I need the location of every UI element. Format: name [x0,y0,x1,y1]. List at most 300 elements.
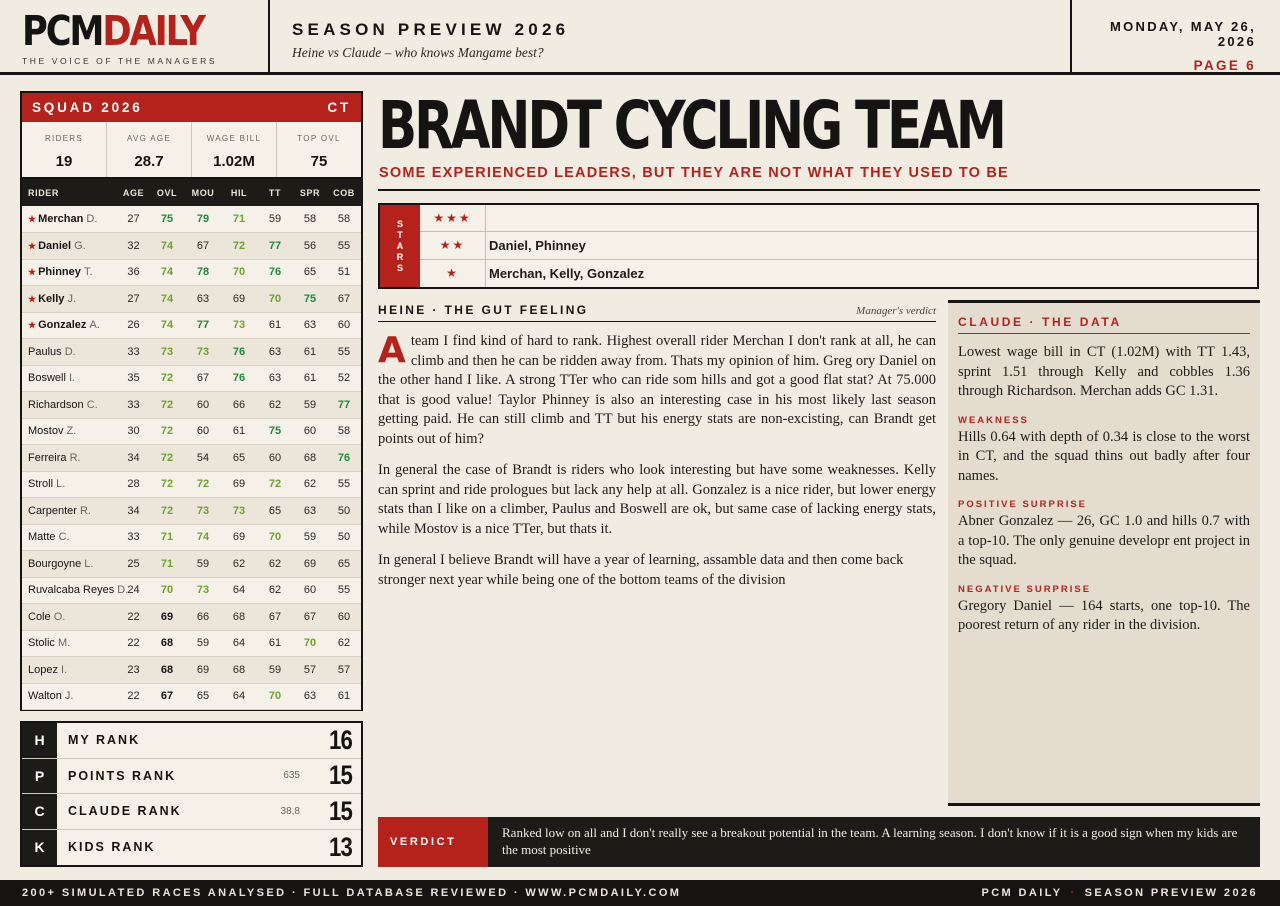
rider-name [22,392,118,419]
rider-age: 26 [118,312,149,339]
squad-division: CT [327,100,351,115]
rider-spr: 56 [293,233,327,260]
col-hil: HIL [221,179,257,206]
rider-hil: 66 [221,392,257,419]
rider-mou: 54 [185,445,221,472]
rider-hil: 72 [221,233,257,260]
rider-cob: 77 [327,392,361,419]
rider-surname: Stroll [28,478,54,491]
negative-label: NEGATIVE SURPRISE [958,583,1092,595]
rider-tt: 65 [257,498,293,525]
ranks-panel [20,721,363,867]
rider-cob: 76 [327,445,361,472]
stars-letter: A [396,240,404,251]
rank-label: MY RANK [68,733,141,748]
rider-mou: 73 [185,577,221,604]
rider-initial: D. [86,213,98,225]
star-row-three [420,205,1257,232]
rider-age: 32 [118,233,149,260]
rider-hil: 71 [221,206,257,233]
rider-initial: D. [117,584,129,597]
rider-age: 27 [118,286,149,313]
issue-date: MONDAY, MAY 26, 2026 [1109,19,1256,49]
rider-initial: R. [69,451,81,464]
rider-spr: 67 [293,604,327,631]
rider-name [22,233,118,260]
rider-name [22,365,118,392]
rider-row [22,471,361,498]
rider-age: 33 [118,524,149,551]
rider-surname: Lopez [28,663,58,676]
verdict-label: VERDICT [378,817,488,867]
rider-age: 33 [118,392,149,419]
rank-value: 13 [329,831,352,862]
claude-title: CLAUDE · THE DATA [958,315,1250,334]
star-icon: ★ [28,267,37,278]
star-names: Daniel, Phinney [489,237,586,253]
rider-tt: 60 [257,445,293,472]
squad-panel [20,91,363,711]
rider-row [22,392,361,419]
rank-value: 15 [329,760,352,791]
rider-name [22,498,118,525]
rider-table [22,179,361,710]
rider-spr: 63 [293,498,327,525]
rider-row [22,233,361,260]
rider-surname: Richardson [28,398,84,411]
rider-surname: Bourgoyne [28,557,82,570]
rider-cob: 50 [327,524,361,551]
rider-tt: 72 [257,471,293,498]
rider-hil: 68 [221,604,257,631]
heine-column [378,303,936,590]
star-icon: ★ [28,240,37,251]
rider-row [22,286,361,313]
rider-surname: Kelly [38,292,65,305]
col-age: AGE [118,179,149,206]
rider-initial: T. [83,266,93,279]
stars-box [378,203,1259,289]
rider-hil: 69 [221,524,257,551]
rider-name [22,577,129,604]
rider-name [22,206,118,233]
rider-age: 27 [118,206,149,233]
team-title: BRANDT CYCLING TEAM [378,87,1004,164]
rider-hil: 68 [221,657,257,684]
rider-name [22,604,118,631]
rank-label: CLAUDE RANK [68,804,182,819]
rider-surname: Carpenter [28,504,77,517]
rider-age: 33 [118,339,149,366]
rider-name [22,630,118,657]
stars-letter: R [396,251,404,262]
rider-spr: 59 [293,524,327,551]
logo-pcm: PCM [22,7,103,55]
rider-hil: 65 [221,445,257,472]
rider-name [22,259,118,286]
stat-wage-bill [192,122,277,177]
logo-tagline: THE VOICE OF THE MANAGERS [22,56,218,66]
rider-row [22,657,361,684]
rider-spr: 61 [293,339,327,366]
rider-ovl: 74 [149,233,185,260]
stat-label: RIDERS [44,134,84,143]
rider-initial: D. [64,345,76,358]
rider-initial: J. [67,292,76,305]
negative-text: Gregory Daniel — 164 starts, one top-10. The poorest return of any rider in the division. [958,597,1250,633]
rider-mou: 59 [185,551,221,578]
rider-surname: Paulus [28,345,62,358]
rider-spr: 59 [293,392,327,419]
rider-name [22,286,118,313]
rider-tt: 75 [257,418,293,445]
stat-value: 1.02M [213,153,255,170]
stars-rows [420,205,1257,287]
rider-ovl: 74 [149,286,185,313]
rider-row [22,683,361,710]
rider-tt: 62 [257,392,293,419]
star-icon: ★ [28,320,37,331]
rider-age: 25 [118,551,149,578]
rider-row [22,604,361,631]
rider-initial: R. [79,504,91,517]
footer-separator: · [1070,887,1077,899]
heine-tag: Manager's verdict [856,305,936,317]
rider-mou: 79 [185,206,221,233]
rider-surname: Merchan [38,213,84,225]
rider-mou: 67 [185,365,221,392]
rider-ovl: 71 [149,524,185,551]
rider-row [22,339,361,366]
rider-surname: Matte [28,531,56,544]
col-cob: COB [327,179,361,206]
rider-mou: 66 [185,604,221,631]
stat-label: WAGE BILL [206,134,262,143]
rider-row [22,551,361,578]
rider-name [22,657,118,684]
stars-letter: S [396,218,403,229]
rider-tt: 70 [257,286,293,313]
rider-age: 35 [118,365,149,392]
rider-cob: 57 [327,657,361,684]
rider-ovl: 72 [149,365,185,392]
rider-name [22,524,118,551]
rider-age: 34 [118,445,149,472]
rider-mou: 73 [185,339,221,366]
rider-tt: 61 [257,630,293,657]
rider-cob: 67 [327,286,361,313]
one-star-icon: ★ [420,260,486,287]
rider-spr: 69 [293,551,327,578]
rider-surname: Mostov [28,425,64,438]
logo-block [0,0,270,72]
heine-title: HEINE · THE GUT FEELING [378,303,589,317]
rider-name [22,683,118,710]
rider-surname: Daniel [38,239,72,252]
rider-spr: 63 [293,312,327,339]
rider-cob: 60 [327,312,361,339]
headline-divider [378,189,1260,191]
rider-row [22,630,361,657]
rider-surname: Walton [28,690,62,703]
rider-spr: 65 [293,259,327,286]
rank-value: 16 [329,724,352,755]
heine-header [378,303,936,322]
rider-initial: J. [64,690,74,703]
two-star-icon: ★★ [420,232,486,258]
issue-title: SEASON PREVIEW 2026 [292,20,570,39]
rider-ovl: 70 [149,577,185,604]
rider-row [22,312,361,339]
rank-key: K [22,830,57,866]
rider-cob: 55 [327,577,361,604]
rider-cob: 60 [327,604,361,631]
stat-label: AVG AGE [126,134,172,143]
rider-mou: 60 [185,418,221,445]
rider-ovl: 67 [149,683,185,710]
heine-paragraph-1 [378,332,936,449]
positive-text: Abner Gonzalez — 26, GC 1.0 and hills 0.7 with a top-10. The only genuine developr ent project in the squad. [958,513,1250,568]
rider-spr: 57 [293,657,327,684]
rider-hil: 69 [221,471,257,498]
rider-hil: 62 [221,551,257,578]
footer-left: 200+ SIMULATED RACES ANALYSED · FULL DATABASE REVIEWED · WWW.PCMDAILY.COM [22,887,682,899]
rider-row [22,524,361,551]
rider-row [22,365,361,392]
rider-age: 30 [118,418,149,445]
rank-key: C [22,794,57,829]
rank-extra: 38,8 [280,805,300,817]
rider-ovl: 72 [149,418,185,445]
star-row-one [420,260,1257,287]
col-spr: SPR [293,179,327,206]
rider-table-body [22,206,361,710]
footer [0,880,1280,906]
rider-initial: M. [57,637,71,650]
rider-row [22,206,361,233]
rider-mou: 73 [185,498,221,525]
rider-tt: 77 [257,233,293,260]
rank-label: POINTS RANK [68,768,177,783]
rider-hil: 64 [221,683,257,710]
rider-name [22,551,118,578]
rider-spr: 62 [293,471,327,498]
stat-value: 75 [310,153,328,170]
weakness-text: Hills 0.64 with depth of 0.34 is close to the worst in CT, and the squad thins out badly after four names. [958,428,1250,484]
rider-spr: 63 [293,683,327,710]
rider-age: 22 [118,604,149,631]
footer-right [981,887,1258,899]
rider-hil: 64 [221,630,257,657]
logo [22,8,234,54]
rider-mou: 59 [185,630,221,657]
issue-title-block [270,0,1072,72]
rider-hil: 64 [221,577,257,604]
rider-spr: 60 [293,418,327,445]
rider-mou: 69 [185,657,221,684]
stat-label: TOP OVL [297,134,341,143]
rider-age: 34 [118,498,149,525]
rank-row-claude [22,794,361,830]
rider-age: 28 [118,471,149,498]
rank-extra: 635 [283,770,300,782]
rider-name [22,445,118,472]
stars-side-label [380,205,420,287]
rider-tt: 59 [257,206,293,233]
rider-mou: 65 [185,683,221,710]
stat-riders [22,122,107,177]
rider-ovl: 72 [149,392,185,419]
heine-paragraph-3: In general I believe Brandt will have a year of learning, assamble data and then come back stronger next year while being one of the bottom teams of the division [378,552,904,588]
rider-surname: Gonzalez [38,319,87,332]
rider-tt: 67 [257,604,293,631]
star-row-two [420,232,1257,259]
stat-value: 19 [55,153,73,170]
col-ovl: OVL [149,179,185,206]
rider-cob: 55 [327,233,361,260]
heine-paragraph-1-text: team I find kind of hard to rank. Highest overall rider Merchan I don't rank at all, he can climb and then he can be ridden away from. Thats my opinion of him. Greg ory Daniel on the other hand I like. A strong TTer who can ride som hills and got a good flat stat? At 75.000 that is good value! Taylor Phinney is also an interesting case in his most likely last season getting paid. He can still climb and TT but his energy stats are non-excisting, can Brandt get points out of him? [378,333,936,447]
rank-key: H [22,723,57,758]
heine-paragraph-2: In general the case of Brandt is riders who look interesting but have some weaknesses. Kelly can sprint and ride prologues but lack any help at all. Gonzalez is a nice rider, but lower energy stats than I like on a climber, Paulus and Boswell are ok, but same case of lacking energy stats, while Mostov is a nice TTer, but thats it. [378,462,936,537]
rank-row-my [22,723,361,759]
rider-mou: 63 [185,286,221,313]
col-tt: TT [257,179,293,206]
rider-initial: L. [56,478,66,491]
rank-label: KIDS RANK [68,840,156,855]
rider-row [22,259,361,286]
claude-column [948,300,1260,806]
page-number: PAGE 6 [1193,58,1256,73]
star-icon: ★ [28,293,37,304]
rider-ovl: 71 [149,551,185,578]
drop-cap: A [378,330,406,371]
rider-initial: I. [61,663,68,676]
rider-initial: O. [53,610,66,623]
rider-hil: 70 [221,259,257,286]
rider-mou: 60 [185,392,221,419]
rider-tt: 70 [257,683,293,710]
rider-age: 24 [118,577,149,604]
stat-avg-age [107,122,192,177]
rider-name [22,339,118,366]
rider-hil: 73 [221,312,257,339]
rider-ovl: 68 [149,657,185,684]
rider-spr: 70 [293,630,327,657]
rider-initial: C. [86,398,98,411]
rider-row [22,445,361,472]
rider-name [22,312,118,339]
rider-surname: Cole [28,610,51,623]
date-block [1072,0,1280,72]
rider-mou: 74 [185,524,221,551]
rider-initial: I. [68,372,76,385]
rider-age: 23 [118,657,149,684]
rider-ovl: 68 [149,630,185,657]
rider-initial: C. [58,531,70,544]
team-subtitle: SOME EXPERIENCED LEADERS, BUT THEY ARE NOT WHAT THEY USED TO BE [379,165,1009,181]
rider-tt: 62 [257,577,293,604]
rider-surname: Phinney [38,266,81,279]
masthead [0,0,1280,75]
rider-age: 22 [118,683,149,710]
rider-cob: 65 [327,551,361,578]
rider-ovl: 69 [149,604,185,631]
verdict-text: Ranked low on all and I don't really see a breakout potential in the team. A learning season. I don't know if it is a good sign when my kids are the most positive [502,825,1238,857]
rider-cob: 62 [327,630,361,657]
rider-mou: 72 [185,471,221,498]
rider-tt: 76 [257,259,293,286]
rider-row [22,577,361,604]
rider-cob: 61 [327,683,361,710]
rider-row [22,498,361,525]
footer-brand: PCM DAILY [981,887,1063,899]
rider-cob: 50 [327,498,361,525]
rider-ovl: 73 [149,339,185,366]
rider-name [22,471,118,498]
rider-ovl: 72 [149,498,185,525]
three-star-icon: ★★★ [420,205,486,231]
rider-cob: 55 [327,471,361,498]
weakness-label: WEAKNESS [958,414,1029,426]
rider-spr: 58 [293,206,327,233]
col-rider: RIDER [22,179,118,206]
rider-initial: G. [74,239,86,252]
rank-value: 15 [329,795,352,826]
rider-hil: 76 [221,339,257,366]
rank-row-points [22,759,361,795]
rider-initial: A. [89,319,100,332]
rider-ovl: 72 [149,445,185,472]
rider-ovl: 72 [149,471,185,498]
positive-label: POSITIVE SURPRISE [958,499,1088,510]
rider-tt: 63 [257,339,293,366]
rider-surname: Ferreira [28,451,67,464]
verdict-bar [378,817,1260,867]
rider-spr: 75 [293,286,327,313]
logo-daily: DAILY [102,7,204,55]
rider-tt: 70 [257,524,293,551]
stat-top-ovl [277,122,361,177]
rider-surname: Ruvalcaba Reyes [28,584,115,597]
rider-mou: 78 [185,259,221,286]
rider-cob: 58 [327,418,361,445]
rider-initial: Z. [66,425,77,438]
rider-row [22,418,361,445]
rider-cob: 55 [327,339,361,366]
rider-hil: 69 [221,286,257,313]
rider-mou: 77 [185,312,221,339]
rider-age: 36 [118,259,149,286]
rider-table-header [22,179,361,206]
rider-tt: 59 [257,657,293,684]
squad-title: SQUAD 2026 [32,100,143,115]
rider-cob: 58 [327,206,361,233]
rider-tt: 62 [257,551,293,578]
stars-letter: T [397,229,403,240]
rider-spr: 60 [293,577,327,604]
rider-cob: 51 [327,259,361,286]
rider-surname: Boswell [28,372,66,385]
rider-spr: 68 [293,445,327,472]
rider-ovl: 74 [149,312,185,339]
squad-stats [22,122,361,179]
rank-row-kids [22,830,361,866]
rider-ovl: 75 [149,206,185,233]
rider-tt: 61 [257,312,293,339]
rider-surname: Stolic [28,637,55,650]
rider-mou: 67 [185,233,221,260]
rider-hil: 76 [221,365,257,392]
